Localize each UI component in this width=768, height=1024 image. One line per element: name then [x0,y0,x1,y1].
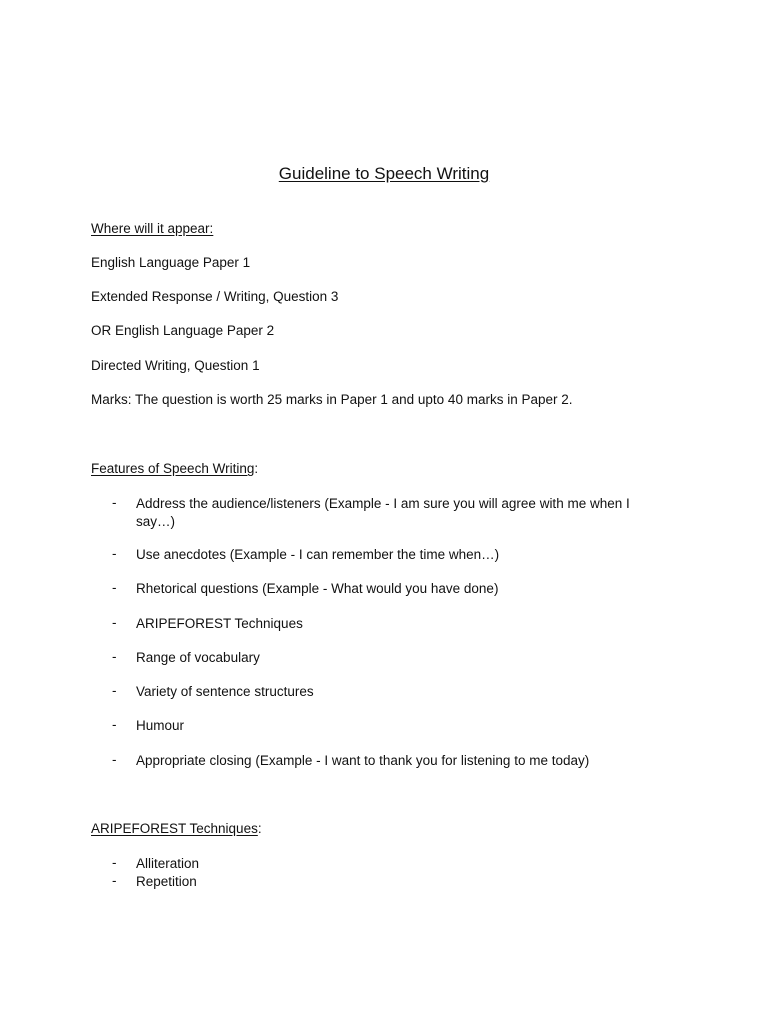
where-line-2: Extended Response / Writing, Question 3 [91,289,339,304]
feature-item-3: Rhetorical questions (Example - What would you have done) [136,581,499,596]
feature-item-2: Use anecdotes (Example - I can remember the time when…) [136,547,500,562]
feature-item-1: Address the audience/listeners (Example - I am sure you will agree with me when I say…) [136,496,630,529]
techniques-heading-text: ARIPEFOREST Techniques [91,821,258,836]
where-line-3: OR English Language Paper 2 [91,323,275,338]
feature-item-8: Appropriate closing (Example - I want to thank you for listening to me today) [136,753,590,768]
bullet-marker: - [112,615,117,630]
bullet-marker: - [112,546,117,561]
bullet-marker: - [112,717,117,732]
where-line-1: English Language Paper 1 [91,255,251,270]
document-title: Guideline to Speech Writing [278,164,490,183]
technique-item-1: Alliteration [136,856,200,871]
features-heading [91,461,258,476]
marks-line: Marks: The question is worth 25 marks in Paper 1 and upto 40 marks in Paper 2. [91,392,573,407]
bullet-marker: - [112,855,117,870]
techniques-heading [91,821,262,836]
where-line-4: Directed Writing, Question 1 [91,358,260,373]
feature-item-4: ARIPEFOREST Techniques [136,616,303,631]
bullet-marker: - [112,873,117,888]
techniques-heading-colon: : [257,821,262,836]
feature-item-5: Range of vocabulary [136,650,260,665]
bullet-marker: - [112,683,117,698]
where-heading: Where will it appear: [91,221,214,236]
features-heading-text: Features of Speech Writing [91,461,255,476]
bullet-marker: - [112,495,117,510]
bullet-marker: - [112,580,117,595]
feature-item-7: Humour [136,718,185,733]
features-heading-colon: : [254,461,259,476]
feature-item-6: Variety of sentence structures [136,684,314,699]
bullet-marker: - [112,752,117,767]
bullet-marker: - [112,649,117,664]
technique-item-2: Repetition [136,874,197,889]
